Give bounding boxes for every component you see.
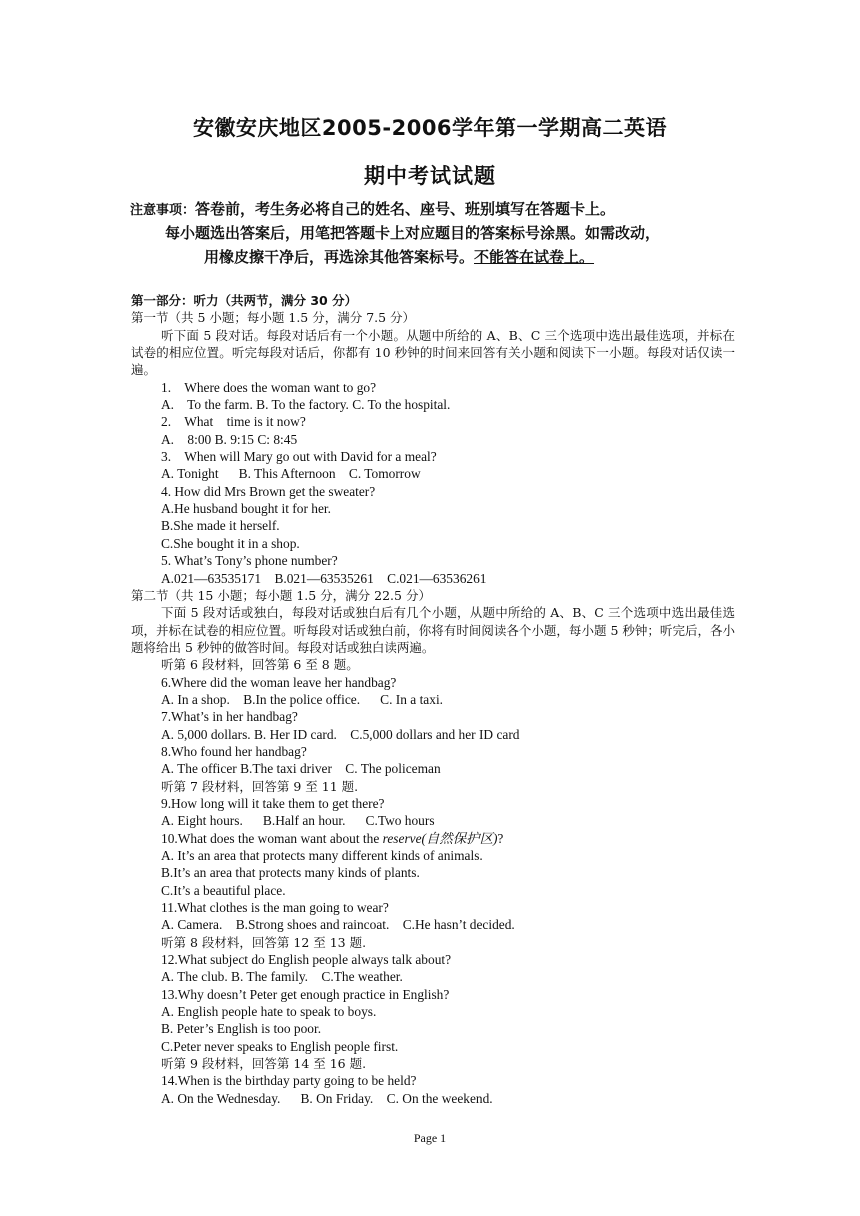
question-line: C.Peter never speaks to English people first. [161,1038,399,1054]
notice-label: 注意事项： [130,203,196,218]
question-line: B.She made it herself. [161,518,280,534]
question-line: 3. When will Mary go out with David for a meal? [161,449,437,465]
notice-line-3 [204,246,594,267]
exam-title: 安徽安庆地区2005-2006学年第一学期高二英语 [192,116,668,140]
question-line: A. The club. B. The family. C.The weather. [161,969,403,985]
question-line: A. In a shop. B.In the police office. C. In a taxi. [161,691,444,707]
question-line: A. English people hate to speak to boys. [161,1004,377,1020]
question-line: A.He husband bought it for her. [161,501,331,517]
question-line: C.It’s a beautiful place. [161,882,286,898]
question-line: 5. What’s Tony’s phone number? [161,553,338,569]
question-line: 4. How did Mrs Brown get the sweater? [161,483,376,499]
section1-heading: 第一节（共 5 小题；每小题 1.5 分，满分 7.5 分） [131,310,416,326]
exam-subtitle: 期中考试试题 [364,164,496,188]
page-footer: Page 1 [413,1131,447,1145]
question-line: A. 5,000 dollars. B. Her ID card. C.5,000 dollars and her ID card [161,726,520,742]
q10-suffix: ? [497,830,504,846]
question-line: 9.How long will it take them to get there? [161,795,385,811]
section2-heading: 第二节（共 15 小题；每小题 1.5 分，满分 22.5 分） [131,587,431,603]
question-line: A. Tonight B. This Afternoon C. Tomorrow [161,466,421,482]
question-line: B.It’s an area that protects many kinds of plants. [161,865,420,881]
question-line: C.She bought it in a shop. [161,535,300,551]
question-line: 13.Why doesn’t Peter get enough practice in English? [161,986,450,1002]
exam-content [131,292,735,1107]
question-line: A. On the Wednesday. B. On Friday. C. On the weekend. [161,1090,493,1106]
question-line: B. Peter’s English is too poor. [161,1021,322,1037]
question-10 [131,830,735,847]
question-line: 8.Who found her handbag? [161,743,307,759]
question-line: A.021—63535171 B.021—63535261 C.021—63536261 [161,570,487,586]
section1-instructions: 听下面 5 段对话。每段对话后有一个小题。从题中所给的 A、B、C 三个选项中选出最佳选项，并标在试卷的相应位置。听完每段对话后，你都有 10 秒钟的时间来回答有关小题和阅读下一小题。每段对话仅读一遍。 [131,327,735,378]
notice-line-2: 每小题选出答案后，用笔把答题卡上对应题目的答案标号涂黑。如需改动， [165,224,661,242]
question-line: 2. What time is it now? [161,414,306,430]
question-line: A. It’s an area that protects many different kinds of animals. [161,848,483,863]
question-line: A. The officer B.The taxi driver C. The policeman [161,761,441,777]
section3-questions [131,847,735,1107]
question-line: 听第 8 段材料，回答第 12 至 13 题. [161,934,367,950]
question-line: 听第 6 段材料，回答第 6 至 8 题。 [161,657,359,673]
question-line: 6.Where did the woman leave her handbag? [161,674,397,690]
notice-underlined: 不能答在试卷上。 [474,248,595,266]
question-line: 12.What subject do English people always talk about? [161,952,452,968]
q10-prefix: 10.What does the woman want about the [161,830,383,846]
q10-italic: reserve(自然保护区) [382,830,498,846]
section1-questions [131,379,735,587]
question-line: A. To the farm. B. To the factory. C. To the hospital. [161,397,451,413]
question-line: 听第 7 段材料，回答第 9 至 11 题. [161,778,359,794]
question-line: 7.What’s in her handbag? [161,709,298,725]
section2-questions [131,656,735,829]
question-line: A. Eight hours. B.Half an hour. C.Two hours [161,813,435,829]
question-line: A. 8:00 B. 9:15 C: 8:45 [161,431,298,447]
notice-line-1 [130,198,615,219]
question-line: 14.When is the birthday party going to be held? [161,1073,417,1089]
notice-text-3: 用橡皮擦干净后，再选涂其他答案标号。 [204,248,475,266]
question-line: 11.What clothes is the man going to wear? [161,900,389,916]
notice-text-1: 答卷前，考生务必将自己的姓名、座号、班别填写在答题卡上。 [195,200,616,218]
part1-heading: 第一部分：听力（共两节，满分 30 分） [131,293,358,308]
section2-instructions: 下面 5 段对话或独白，每段对话或独白后有几个小题，从题中所给的 A、B、C 三个选项中选出最佳选项，并标在试卷的相应位置。听每段对话或独白前，你将有时间阅读各个小题，每小题 5 秒钟；听完后，各小题将给出 5 秒钟的做答时间。每段对话或独白读两遍。 [131,605,735,655]
question-line: A. Camera. B.Strong shoes and raincoat. C.He hasn’t decided. [161,917,515,933]
question-line: 听第 9 段材料，回答第 14 至 16 题. [161,1056,367,1072]
question-line: 1. Where does the woman want to go? [161,379,377,395]
